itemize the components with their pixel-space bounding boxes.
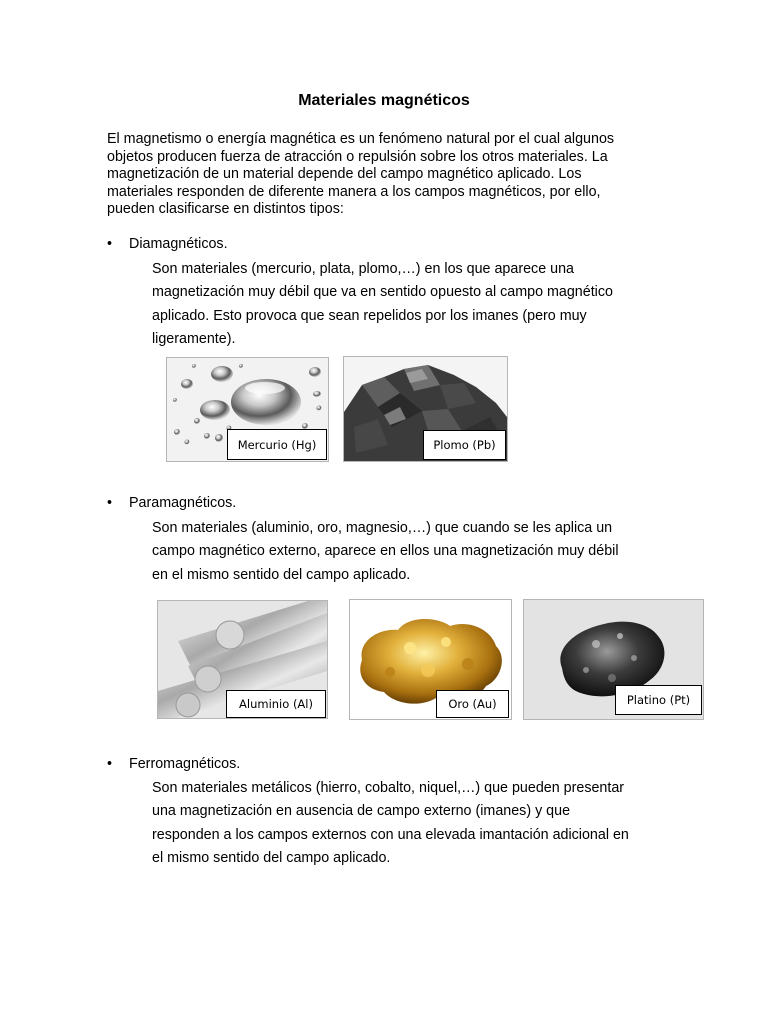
aluminium-caption: Aluminio (Al) (226, 690, 326, 718)
bullet-dot: • (107, 495, 113, 511)
paragraph-line: Son materiales metálicos (hierro, cobalto, niquel,…) que pueden presentar (152, 780, 625, 796)
section-heading: Ferromagnéticos. (129, 756, 241, 772)
paragraph-ferromagneticos (152, 777, 672, 870)
intro-line: materiales responden de diferente manera a los campos magnéticos, por ello, (107, 183, 601, 200)
bullet-dot: • (107, 756, 113, 772)
paragraph-line: Son materiales (mercurio, plata, plomo,…) en los que aparece una (152, 261, 574, 277)
paragraph-line: responden a los campos externos con una elevada imantación adicional en (152, 826, 629, 843)
paragraph-line: ligeramente). (152, 330, 236, 347)
gold-caption: Oro (Au) (436, 690, 509, 718)
intro-line: pueden clasificarse en distintos tipos: (107, 201, 344, 217)
paragraph-line: campo magnético externo, aparece en ellos una magnetización muy débil (152, 543, 619, 560)
paragraph-paramagneticos (152, 517, 672, 587)
paragraph-line: magnetización muy débil que va en sentido opuesto al campo magnético (152, 284, 613, 301)
intro-paragraph (107, 131, 652, 219)
paragraph-line: aplicado. Esto provoca que sean repelidos por los imanes (pero muy (152, 307, 587, 324)
mercury-caption: Mercurio (Hg) (227, 429, 327, 460)
paragraph-line: el mismo sentido del campo aplicado. (152, 849, 391, 866)
section-heading: Diamagnéticos. (129, 236, 228, 252)
page-title: Materiales magnéticos (298, 92, 470, 109)
bullet-dot: • (107, 236, 113, 252)
platinum-caption: Platino (Pt) (615, 685, 702, 715)
intro-line: objetos producen fuerza de atracción o repulsión sobre los otros materiales. La (107, 148, 608, 165)
lead-caption: Plomo (Pb) (423, 430, 506, 460)
paragraph-line: en el mismo sentido del campo aplicado. (152, 566, 411, 583)
intro-line: magnetización de un material depende del campo magnético aplicado. Los (107, 166, 582, 182)
section-heading: Paramagnéticos. (129, 495, 237, 511)
paragraph-diamagneticos (152, 258, 672, 351)
intro-line: El magnetismo o energía magnética es un fenómeno natural por el cual algunos (107, 131, 615, 147)
paragraph-line: una magnetización en ausencia de campo externo (imanes) y que (152, 803, 571, 820)
paragraph-line: Son materiales (aluminio, oro, magnesio,…) que cuando se les aplica un (152, 520, 613, 536)
